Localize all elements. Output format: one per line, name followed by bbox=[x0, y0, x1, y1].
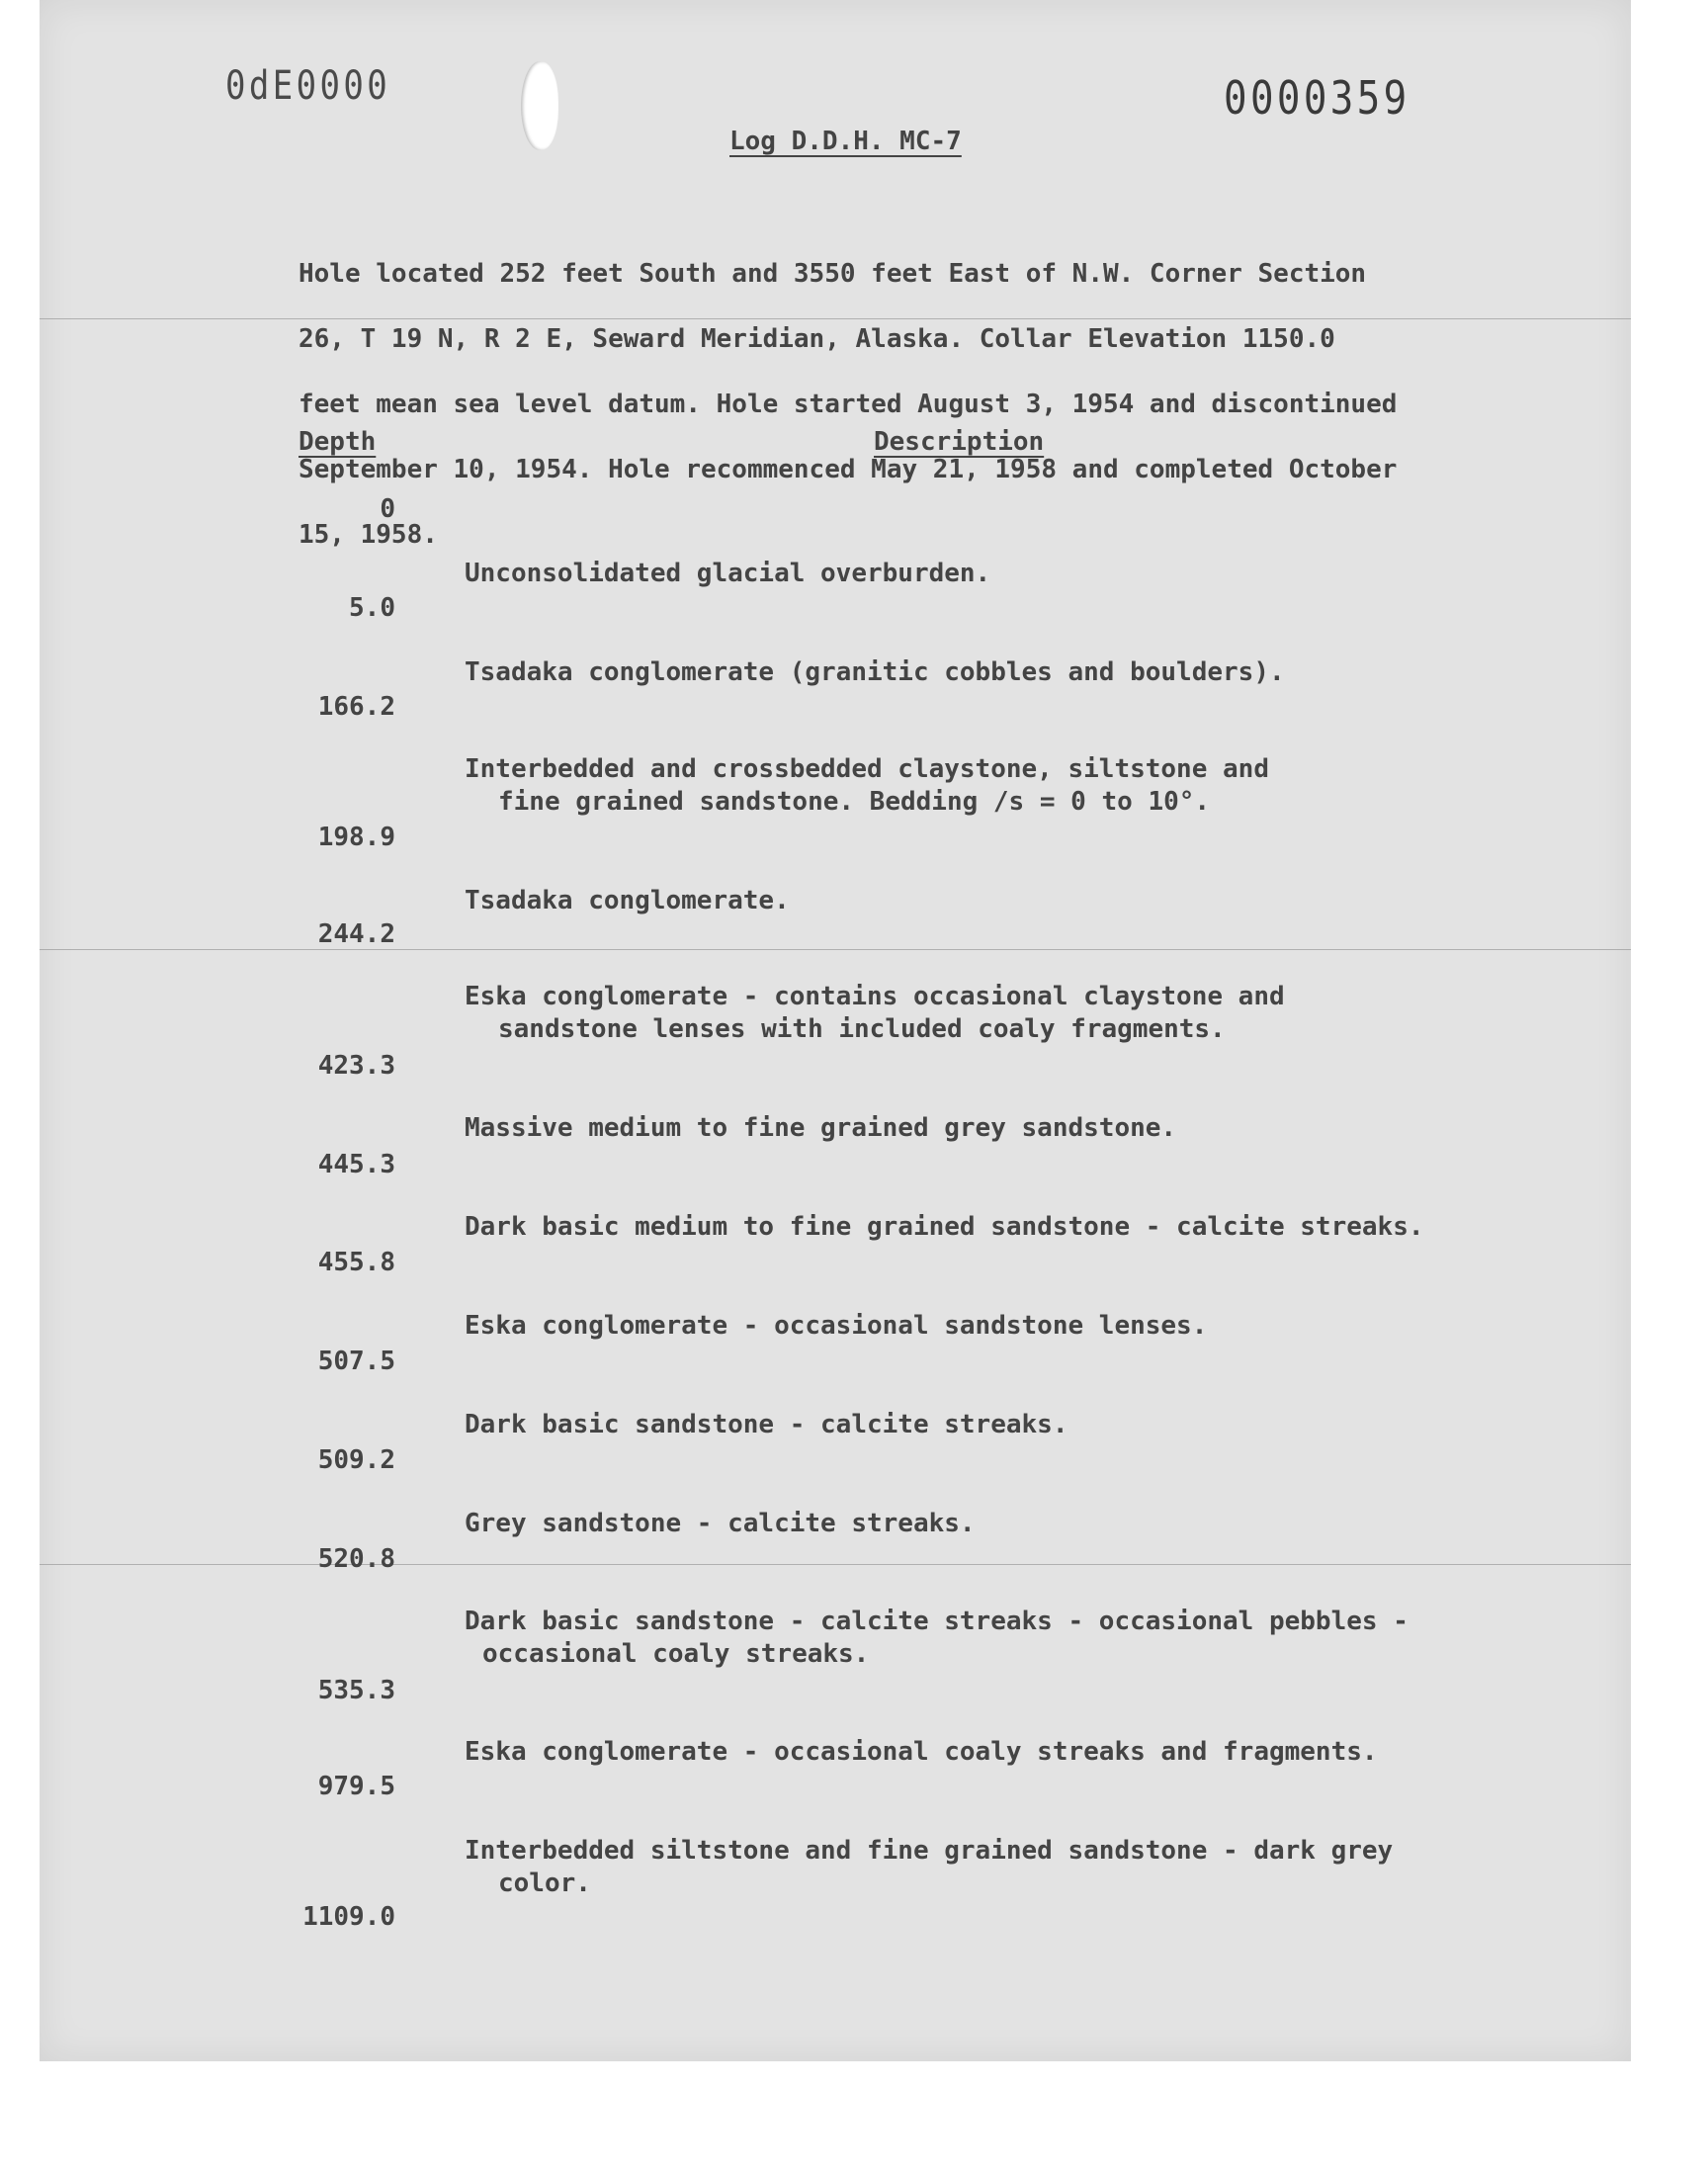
layer-description bbox=[465, 1508, 1512, 1540]
hole-location-paragraph bbox=[299, 225, 1524, 584]
depth-value: 509.2 bbox=[317, 1445, 395, 1475]
depth-value: 445.3 bbox=[317, 1150, 395, 1179]
description-line: Massive medium to fine grained grey sandstone. bbox=[465, 1113, 1177, 1143]
layer-description bbox=[465, 753, 1512, 819]
layer-description bbox=[465, 1211, 1512, 1244]
description-line: Dark basic sandstone - calcite streaks. bbox=[465, 1410, 1068, 1439]
description-line: Dark basic sandstone - calcite streaks - occasional pebbles - bbox=[465, 1607, 1409, 1636]
depth-column-header: Depth bbox=[299, 427, 377, 457]
description-line: Tsadaka conglomerate (granitic cobbles and boulders). bbox=[465, 657, 1285, 687]
layer-description bbox=[465, 1409, 1512, 1441]
depth-value: 455.8 bbox=[317, 1248, 395, 1277]
page-title: Log D.D.H. MC-7 bbox=[729, 127, 962, 156]
punch-hole bbox=[521, 61, 558, 150]
layer-description bbox=[465, 1835, 1512, 1900]
description-line: Dark basic medium to fine grained sandstone - calcite streaks. bbox=[465, 1212, 1424, 1242]
description-line: Eska conglomerate - occasional coaly streaks and fragments. bbox=[465, 1737, 1378, 1767]
intro-line: September 10, 1954. Hole recommenced May 21, 1958 and completed October bbox=[299, 455, 1398, 484]
description-line-continued: color. bbox=[498, 1869, 591, 1898]
document-number-stamp-right: 0000359 bbox=[1224, 71, 1410, 125]
layer-description bbox=[465, 1310, 1512, 1343]
description-line: Unconsolidated glacial overburden. bbox=[465, 559, 991, 588]
layer-description bbox=[465, 1112, 1512, 1145]
layer-description bbox=[465, 558, 1512, 590]
depth-value: 535.3 bbox=[317, 1676, 395, 1705]
description-line: Eska conglomerate - occasional sandstone lenses. bbox=[465, 1311, 1208, 1341]
description-line-continued: occasional coaly streaks. bbox=[482, 1639, 870, 1669]
intro-line: 15, 1958. bbox=[299, 520, 438, 550]
layer-description bbox=[465, 1606, 1512, 1671]
depth-value: 244.2 bbox=[317, 919, 395, 949]
layer-description bbox=[465, 656, 1512, 689]
layer-description bbox=[465, 885, 1512, 917]
description-line: Interbedded siltstone and fine grained sandstone - dark grey bbox=[465, 1836, 1394, 1866]
layer-description bbox=[465, 1736, 1512, 1769]
description-column-header: Description bbox=[874, 427, 1045, 457]
depth-value: 0 bbox=[380, 494, 395, 524]
depth-value: 507.5 bbox=[317, 1347, 395, 1376]
description-line: Grey sandstone - calcite streaks. bbox=[465, 1509, 976, 1538]
scan-line bbox=[40, 1564, 1631, 1565]
description-line: Eska conglomerate - contains occasional claystone and bbox=[465, 982, 1285, 1011]
document-number-stamp-left: 0dE0000 bbox=[225, 63, 391, 109]
depth-value: 423.3 bbox=[317, 1051, 395, 1081]
depth-value: 166.2 bbox=[317, 692, 395, 722]
description-line-continued: fine grained sandstone. Bedding /s = 0 to 10°. bbox=[498, 787, 1211, 817]
depth-value: 198.9 bbox=[317, 823, 395, 852]
description-line: Tsadaka conglomerate. bbox=[465, 886, 790, 915]
depth-value: 520.8 bbox=[317, 1544, 395, 1574]
intro-line: 26, T 19 N, R 2 E, Seward Meridian, Alaska. Collar Elevation 1150.0 bbox=[299, 324, 1335, 354]
depth-value: 979.5 bbox=[317, 1772, 395, 1801]
layer-description bbox=[465, 981, 1512, 1046]
description-line: Interbedded and crossbedded claystone, siltstone and bbox=[465, 754, 1269, 784]
description-line-continued: sandstone lenses with included coaly fragments. bbox=[498, 1014, 1226, 1044]
intro-line: Hole located 252 feet South and 3550 feet East of N.W. Corner Section bbox=[299, 259, 1367, 289]
intro-line: feet mean sea level datum. Hole started August 3, 1954 and discontinued bbox=[299, 390, 1398, 419]
scan-line bbox=[40, 949, 1631, 950]
depth-value: 5.0 bbox=[349, 593, 395, 623]
depth-value: 1109.0 bbox=[302, 1902, 395, 1932]
